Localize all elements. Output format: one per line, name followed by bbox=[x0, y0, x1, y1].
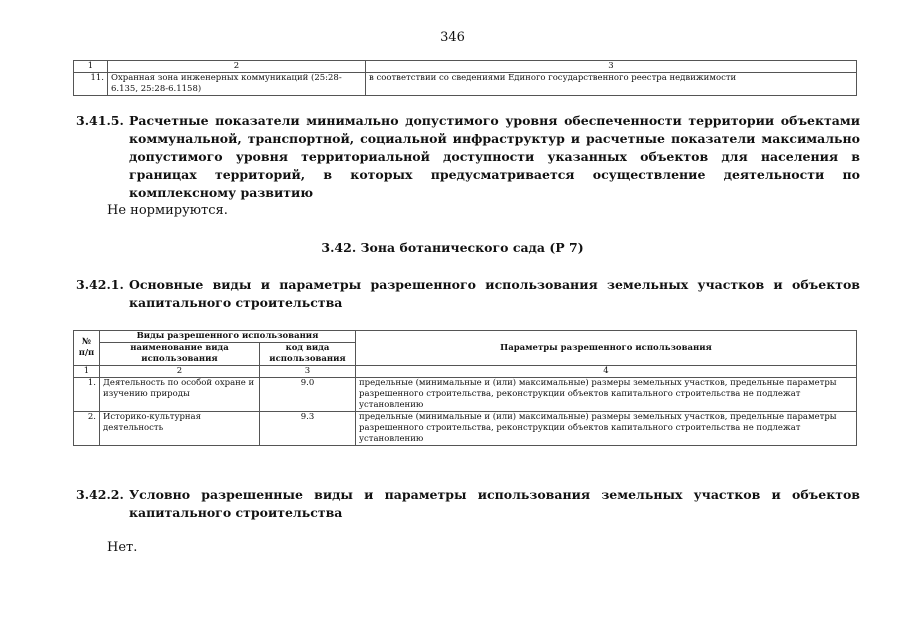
section-heading-3-42-1 bbox=[76, 276, 860, 312]
group-header: Виды разрешенного использования bbox=[100, 331, 356, 343]
index-row bbox=[74, 366, 857, 378]
table-header-cell: 3 bbox=[366, 61, 857, 73]
table-header-row bbox=[74, 61, 857, 73]
section-title: Расчетные показатели минимально допустимого уровня обеспеченности территории объектами коммунальной, транспортной, социальной инфраструктур и расчетные показатели максимально допустимого уровня территориальной доступности указанных объектов для населения в границах территорий, в которых предусматривается осуществление деятельности по комплексному развитию bbox=[129, 113, 860, 200]
row-name: Деятельность по особой охране и изучению природы bbox=[100, 378, 260, 412]
section-body-text: Не нормируются. bbox=[107, 203, 228, 218]
col-name-header: наименование вида использования bbox=[100, 343, 260, 366]
section-heading-3-41-5 bbox=[76, 112, 860, 200]
table-row bbox=[74, 412, 857, 446]
row-name: Историко-культурная деятельность bbox=[100, 412, 260, 446]
row-number: 11. bbox=[74, 73, 108, 96]
section-number: 3.42.1. bbox=[76, 277, 124, 292]
col-number-header: № п/п bbox=[74, 331, 100, 366]
row-number: 1. bbox=[74, 378, 100, 412]
table-header-cell: 2 bbox=[108, 61, 366, 73]
section-title: Основные виды и параметры разрешенного использования земельных участков и объектов капитального строительства bbox=[129, 277, 860, 310]
table-header-row bbox=[74, 331, 857, 343]
row-params: в соответствии со сведениями Единого государственного реестра недвижимости bbox=[366, 73, 857, 96]
table-header-cell: 1 bbox=[74, 61, 108, 73]
section-title: Условно разрешенные виды и параметры использования земельных участков и объектов капитального строительства bbox=[129, 487, 860, 520]
continued-table bbox=[73, 60, 857, 96]
index-cell: 2 bbox=[100, 366, 260, 378]
table-row bbox=[74, 73, 857, 96]
row-code: 9.0 bbox=[260, 378, 356, 412]
col-params-header: Параметры разрешенного использования bbox=[356, 331, 857, 366]
section-number: 3.41.5. bbox=[76, 113, 124, 128]
col-code-header: код вида использования bbox=[260, 343, 356, 366]
index-cell: 3 bbox=[260, 366, 356, 378]
row-code: 9.3 bbox=[260, 412, 356, 446]
row-name: Охранная зона инженерных коммуникаций (25:28-6.135, 25:28-6.1158) bbox=[108, 73, 366, 96]
section-body-text: Нет. bbox=[107, 540, 138, 555]
section-number: 3.42.2. bbox=[76, 487, 124, 502]
row-number: 2. bbox=[74, 412, 100, 446]
section-heading-3-42-2 bbox=[76, 486, 860, 522]
zone-title: 3.42. Зона ботанического сада (Р 7) bbox=[321, 240, 584, 255]
index-cell: 1 bbox=[74, 366, 100, 378]
row-params: предельные (минимальные и (или) максимальные) размеры земельных участков, предельные параметры разрешенного строительства, реконструкции объектов капитального строительства не подлежат установлению bbox=[356, 378, 857, 412]
index-cell: 4 bbox=[356, 366, 857, 378]
row-params: предельные (минимальные и (или) максимальные) размеры земельных участков, предельные параметры разрешенного строительства, реконструкции объектов капитального строительства не подлежат установлению bbox=[356, 412, 857, 446]
permitted-use-table bbox=[73, 330, 857, 446]
page-number: 346 bbox=[440, 30, 465, 45]
table-row bbox=[74, 378, 857, 412]
